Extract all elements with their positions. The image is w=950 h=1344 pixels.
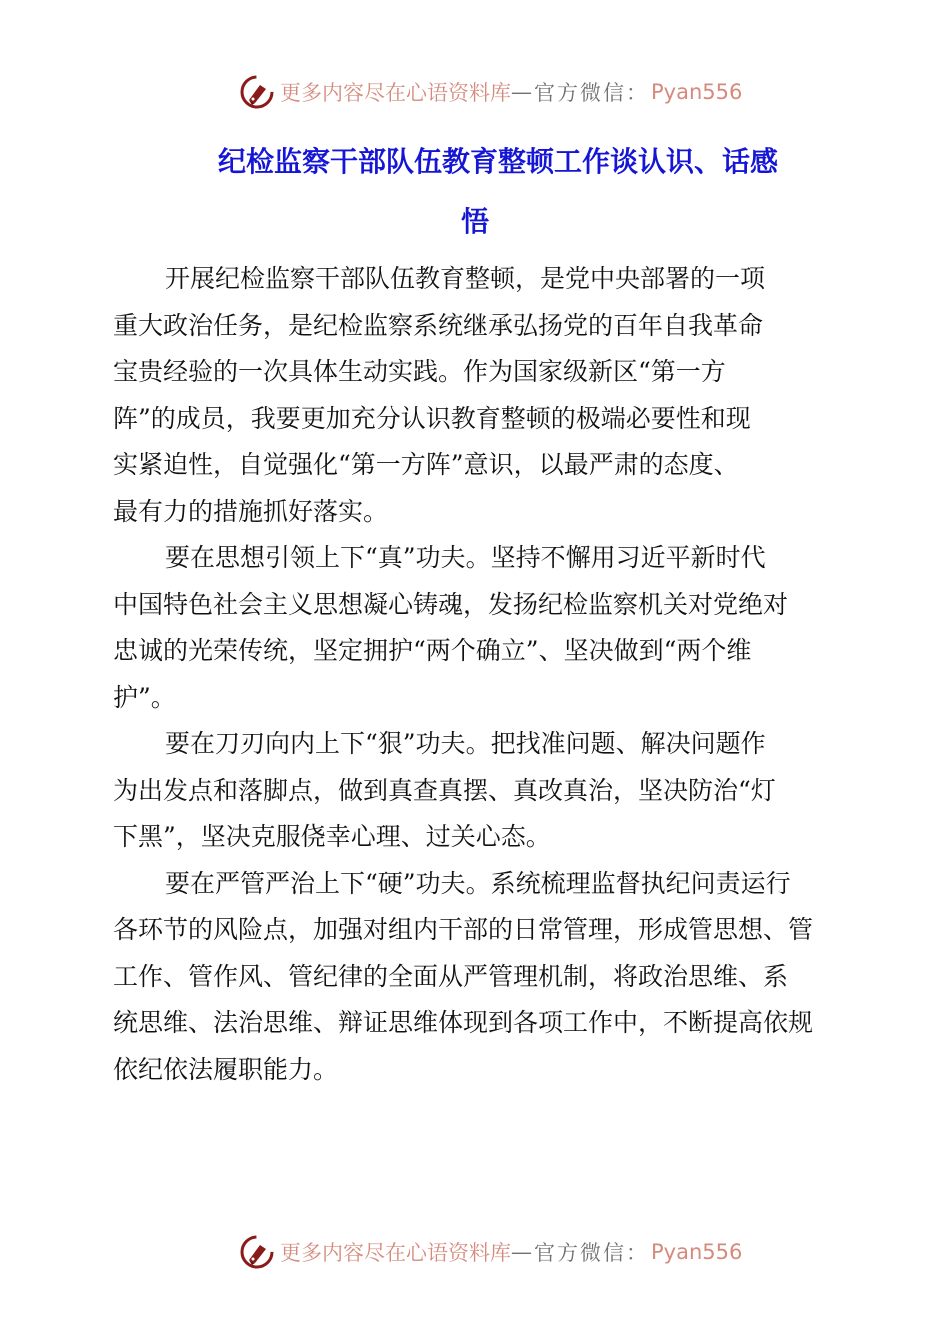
header-banner — [240, 72, 742, 112]
banner-promo-text: 更多内容尽在心语资料库 — [280, 1241, 511, 1265]
text-line: 忠诚的光荣传统，坚定拥护“两个确立”、坚决做到“两个维 — [113, 636, 752, 665]
text-line: 工作、管作风、管纪律的全面从严管理机制，将政治思维、系 — [113, 961, 789, 991]
paragraph-self-reform — [113, 721, 853, 861]
banner-promo-text: 更多内容尽在心语资料库 — [280, 81, 511, 105]
footer-banner — [240, 1232, 742, 1272]
pen-nib-logo-icon — [240, 75, 274, 109]
text-line: 实紧迫性，自觉强化“第一方阵”意识，以最严肃的态度、 — [113, 450, 739, 479]
banner-wechat-id: Pyan556 — [651, 1240, 743, 1264]
text-line: 护”。 — [113, 682, 176, 712]
text-line: 各环节的风险点，加强对组内干部的日常管理，形成管思想、管 — [113, 915, 814, 944]
text-line: 统思维、法治思维、辩证思维体现到各项工作中，不断提高依规 — [113, 1008, 814, 1037]
banner-separator: — — [511, 80, 534, 104]
text-line: 重大政治任务，是纪检监察系统继承弘扬党的百年自我革命 — [113, 310, 764, 340]
text-line: 下黑”，坚决克服侥幸心理、过关心态。 — [113, 822, 551, 851]
banner-separator: — — [511, 1240, 534, 1264]
banner-wechat-id: Pyan556 — [651, 80, 743, 104]
text-line: 宝贵经验的一次具体生动实践。作为国家级新区“第一方 — [113, 357, 726, 386]
text-line: 开展纪检监察干部队伍教育整顿，是党中央部署的一项 — [165, 264, 766, 293]
text-line: 要在严管严治上下“硬”功夫。系统梳理监督执纪问责运行 — [165, 868, 791, 898]
text-line: 阵”的成员，我要更加充分认识教育整顿的极端必要性和现 — [113, 403, 751, 433]
banner-wechat-label: 官方微信： — [534, 81, 649, 105]
pen-nib-logo-icon — [240, 1235, 274, 1269]
document-body — [113, 256, 853, 1093]
paragraph-thought-guidance — [113, 535, 853, 721]
paragraph-strict-management — [113, 861, 853, 1094]
text-line: 要在刀刃向内上下“狠”功夫。把找准问题、解决问题作 — [165, 729, 766, 758]
text-line: 中国特色社会主义思想凝心铸魂，发扬纪检监察机关对党绝对 — [113, 589, 789, 619]
banner-wechat-label: 官方微信： — [534, 1241, 649, 1265]
paragraph-intro — [113, 256, 853, 535]
text-line: 要在思想引领上下“真”功夫。坚持不懈用习近平新时代 — [165, 543, 766, 572]
text-line: 为出发点和落脚点，做到真查真摆、真改真治，坚决防治“灯 — [113, 775, 776, 805]
document-title-line-1: 纪检监察干部队伍教育整顿工作谈认识、话感 — [218, 145, 779, 178]
document-title-line-2: 悟 — [460, 205, 489, 238]
text-line: 依纪依法履职能力。 — [113, 1054, 339, 1084]
text-line: 最有力的措施抓好落实。 — [113, 496, 389, 526]
